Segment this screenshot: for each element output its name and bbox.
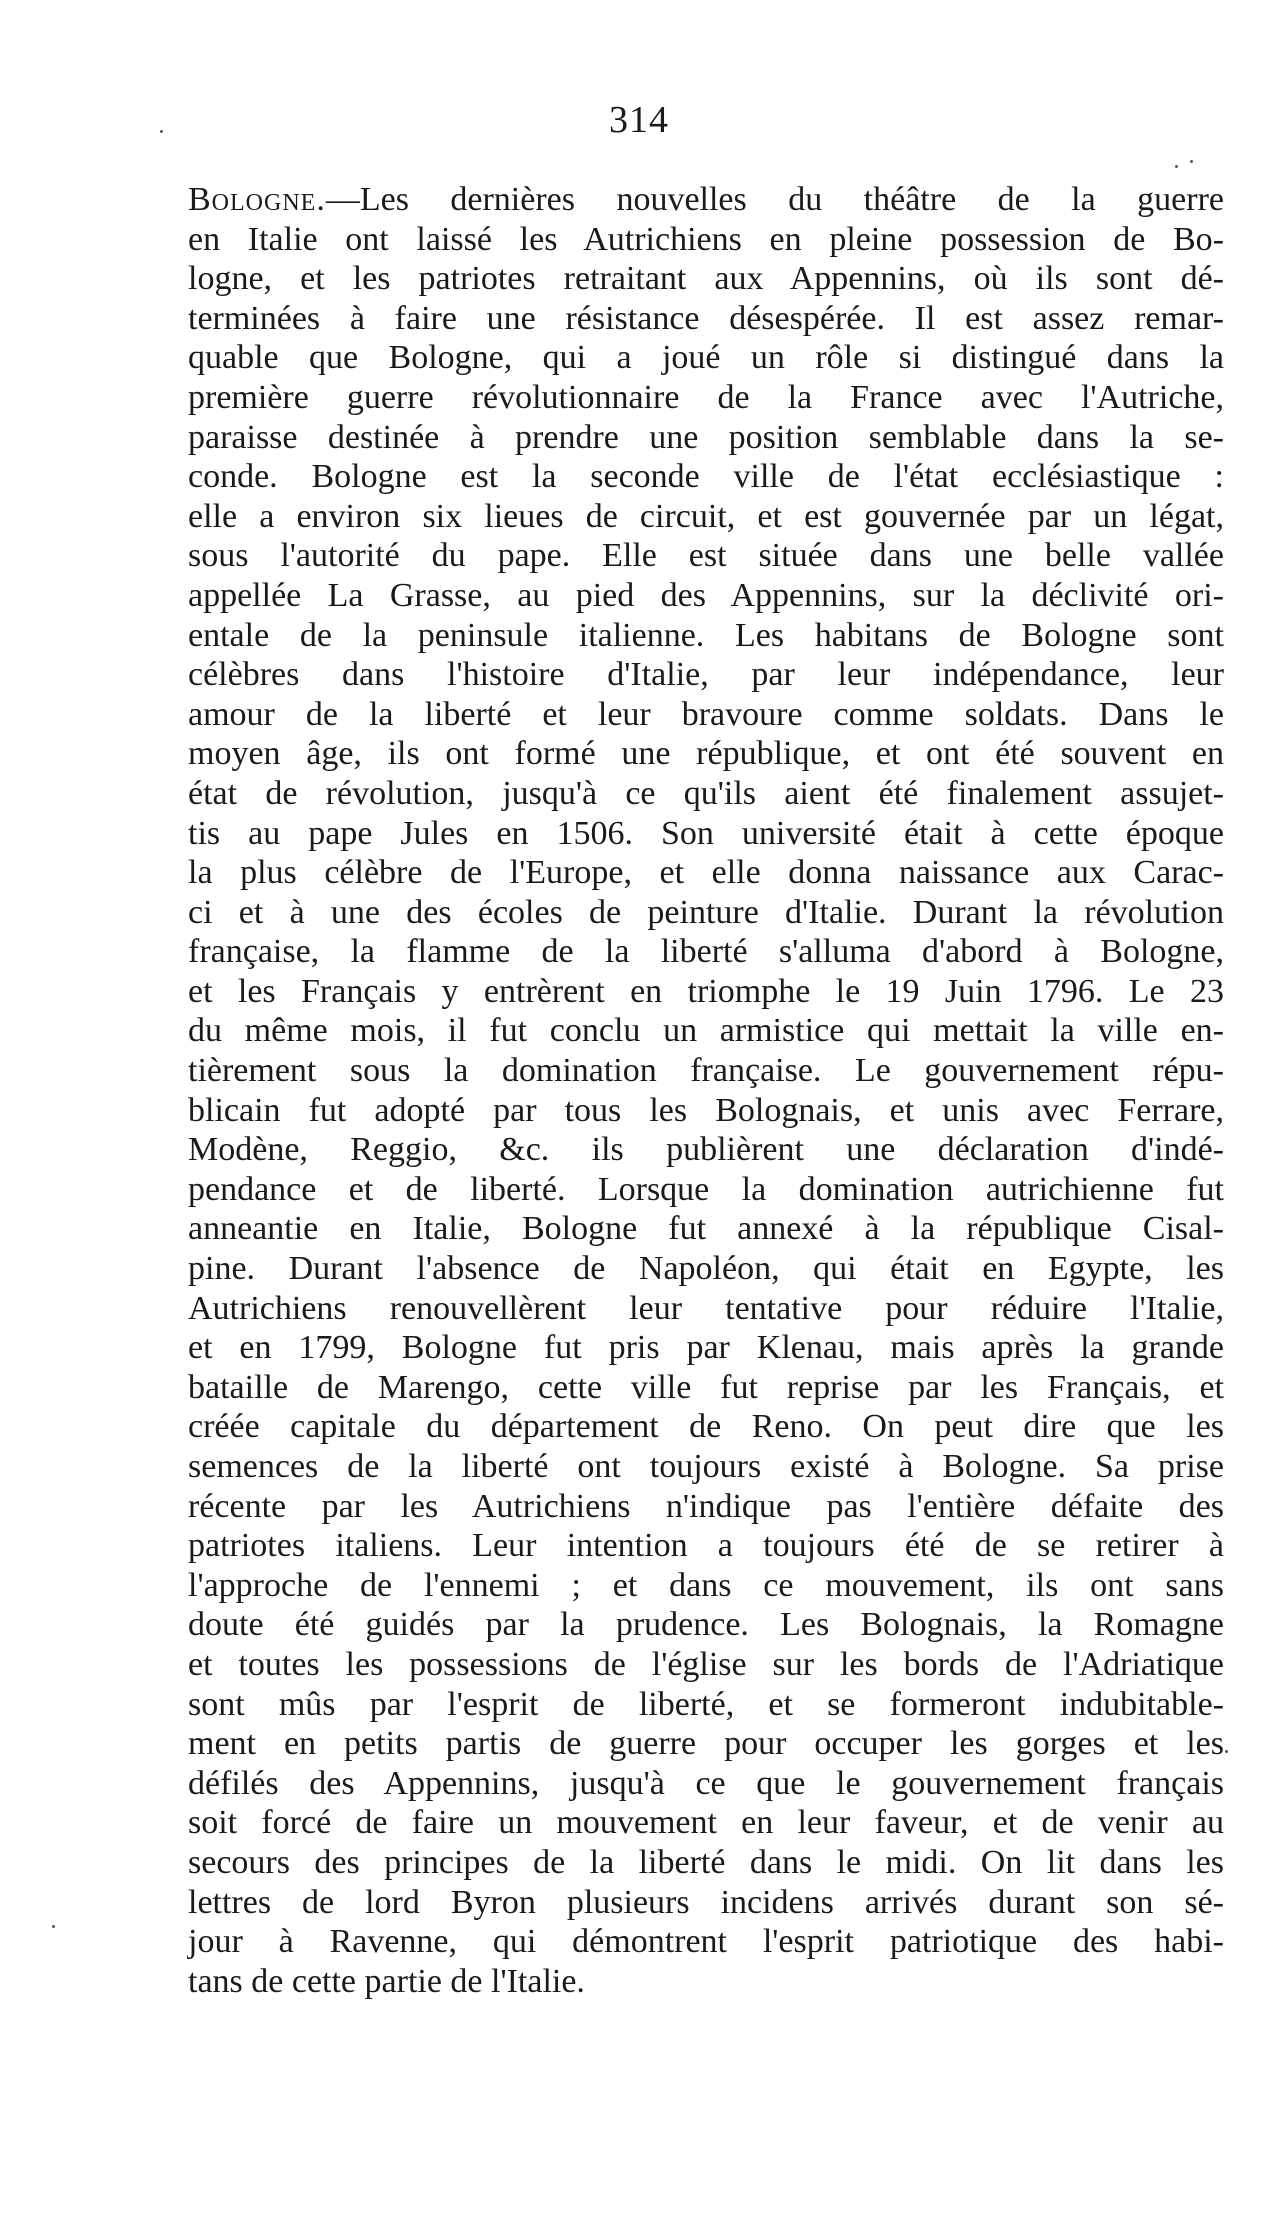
text-line: logne, et les patriotes retraitant aux Appennins, où ils sont dé- [188, 260, 1224, 298]
text-line-content: —Les dernières nouvelles du théâtre de la guerre [325, 181, 1224, 218]
text-line: pine. Durant l'absence de Napoléon, qui était en Egypte, les [188, 1250, 1224, 1288]
text-line: paraisse destinée à prendre une position semblable dans la se- [188, 418, 1224, 456]
text-line: jour à Ravenne, qui démontrent l'esprit patriotique des habi- [188, 1923, 1224, 1961]
text-line: tans de cette partie de l'Italie. [188, 1962, 585, 2000]
text-line: blicain fut adopté par tous les Bolognais, et unis avec Ferrare, [188, 1091, 1224, 1129]
text-line: semences de la liberté ont toujours existé à Bologne. Sa prise [188, 1448, 1224, 1485]
text-line: et les Français y entrèrent en triomphe le 19 Juin 1796. Le 23 [188, 972, 1224, 1010]
text-line: patriotes italiens. Leur intention a toujours été de se retirer à [188, 1527, 1224, 1565]
text-line: créée capitale du département de Reno. On peut dire que les [188, 1408, 1224, 1446]
text-line: appellée La Grasse, au pied des Appennins, sur la déclivité ori- [188, 576, 1224, 614]
text-line: pendance et de liberté. Lorsque la domination autrichienne fut [188, 1170, 1224, 1208]
text-line: l'approche de l'ennemi ; et dans ce mouvement, ils ont sans [188, 1566, 1224, 1604]
text-line: état de révolution, jusqu'à ce qu'ils aient été finalement assujet- [188, 774, 1224, 812]
text-line: la plus célèbre de l'Europe, et elle donna naissance aux Carac- [188, 854, 1224, 892]
text-line: première guerre révolutionnaire de la France avec l'Autriche, [188, 378, 1224, 416]
text-line: terminées à faire une résistance désespérée. Il est assez remar- [188, 299, 1224, 337]
paper-speck [1175, 165, 1178, 168]
text-line: ment en petits partis de guerre pour occuper les gorges et les [188, 1725, 1224, 1763]
text-line [188, 180, 1224, 220]
text-line: bataille de Marengo, cette ville fut reprise par les Français, et [188, 1368, 1224, 1406]
text-line: Autrichiens renouvellèrent leur tentative pour réduire l'Italie, [188, 1289, 1224, 1327]
text-line: tièrement sous la domination française. Le gouvernement répu- [188, 1052, 1224, 1090]
paper-speck [1190, 160, 1193, 163]
section-heading: Bologne. [188, 181, 326, 218]
text-line: secours des principes de la liberté dans le midi. On lit dans les [188, 1843, 1224, 1881]
text-line: elle a environ six lieues de circuit, et est gouvernée par un légat, [188, 497, 1224, 535]
page-number: 314 [609, 99, 669, 141]
text-line: et toutes les possessions de l'église sur les bords de l'Adriatique [188, 1645, 1224, 1683]
text-line: ci et à une des écoles de peinture d'Italie. Durant la révolution [188, 893, 1224, 931]
text-line: amour de la liberté et leur bravoure comme soldats. Dans le [188, 695, 1224, 733]
text-line: conde. Bologne est la seconde ville de l'état ecclésiastique : [188, 458, 1224, 496]
text-line: récente par les Autrichiens n'indique pas l'entière défaite des [188, 1487, 1224, 1525]
text-line: sont mûs par l'esprit de liberté, et se formeront indubitable- [188, 1685, 1224, 1723]
text-line: anneantie en Italie, Bologne fut annexé à la république Cisal- [188, 1210, 1224, 1248]
paper-speck [52, 1925, 55, 1928]
text-line: française, la flamme de la liberté s'alluma d'abord à Bologne, [188, 933, 1224, 971]
paper-speck [160, 130, 163, 133]
body-text [188, 180, 1224, 2001]
text-line: lettres de lord Byron plusieurs incidens arrivés durant son sé- [188, 1883, 1224, 1921]
text-line: du même mois, il fut conclu un armistice qui mettait la ville en- [188, 1012, 1224, 1050]
text-line: doute été guidés par la prudence. Les Bolognais, la Romagne [188, 1606, 1224, 1644]
text-line: célèbres dans l'histoire d'Italie, par leur indépendance, leur [188, 656, 1224, 694]
text-line: défilés des Appennins, jusqu'à ce que le gouvernement français [188, 1764, 1224, 1802]
text-line: moyen âge, ils ont formé une république, et ont été souvent en [188, 735, 1224, 773]
text-line: soit forcé de faire un mouvement en leur faveur, et de venir au [188, 1804, 1224, 1842]
text-line: entale de la peninsule italienne. Les habitans de Bologne sont [188, 616, 1224, 654]
text-line: tis au pape Jules en 1506. Son université était à cette époque [188, 814, 1224, 852]
text-line: quable que Bologne, qui a joué un rôle si distingué dans la [188, 339, 1224, 377]
text-line: et en 1799, Bologne fut pris par Klenau, mais après la grande [188, 1329, 1224, 1367]
paper-speck [1225, 1750, 1228, 1753]
text-line: Modène, Reggio, &c. ils publièrent une déclaration d'indé- [188, 1131, 1224, 1169]
text-line: en Italie ont laissé les Autrichiens en pleine possession de Bo- [188, 220, 1224, 258]
text-line: sous l'autorité du pape. Elle est située dans une belle vallée [188, 537, 1224, 575]
